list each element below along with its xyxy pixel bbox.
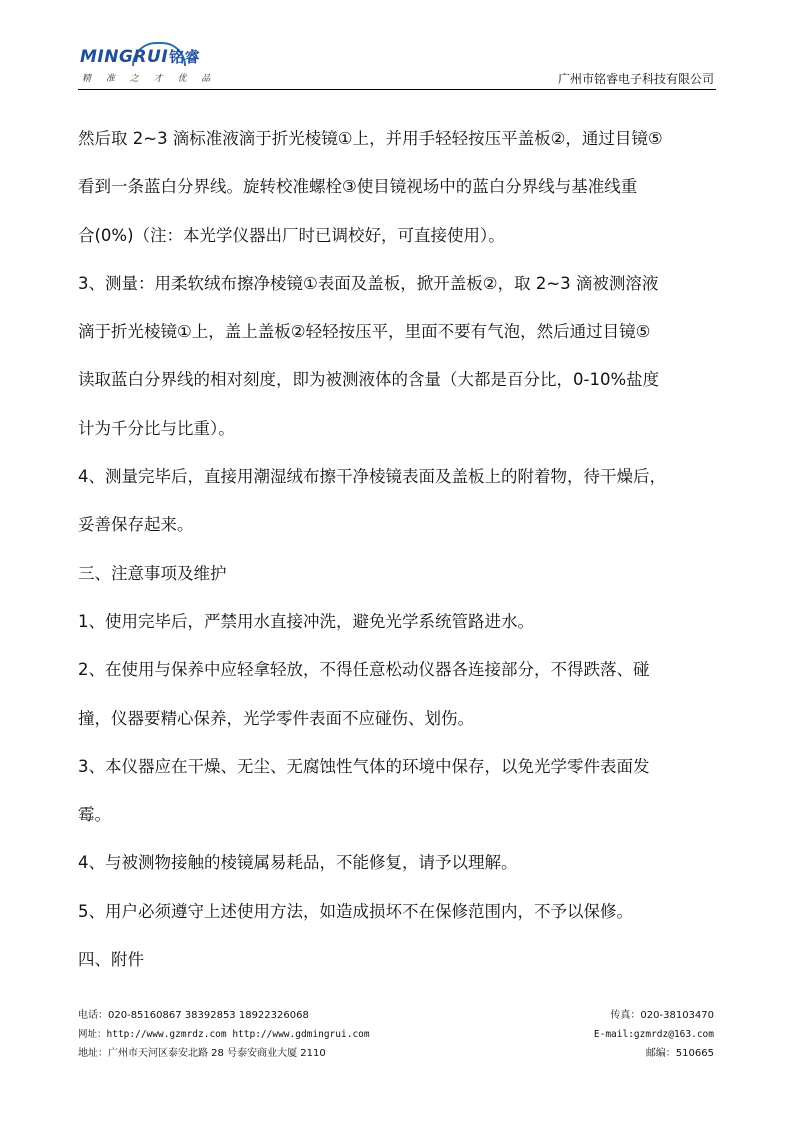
footer-row-address [78, 1044, 714, 1063]
logo-tagline: 精 准 之 才 优 品 [82, 74, 217, 84]
body-line: 妥善保存起来。 [78, 515, 194, 535]
footer-email[interactable]: E-mail:gzmrdz@163.com [593, 1029, 714, 1040]
body-line: 滴于折光棱镜①上，盖上盖板②轻轻按压平，里面不要有气泡，然后通过目镜⑤ [78, 322, 651, 342]
footer-fax: 传真：020-38103470 [610, 1010, 714, 1021]
body-line: 然后取 2~3 滴标准液滴于折光棱镜①上，并用手轻轻按压平盖板②，通过目镜⑤ [78, 129, 663, 148]
body-line: 四、附件 [78, 950, 144, 970]
body-line: 3、测量：用柔软绒布擦净棱镜①表面及盖板，掀开盖板②，取 2~3 滴被测溶液 [78, 273, 659, 293]
logo-wordmark [80, 46, 200, 67]
footer-row-contact [78, 1006, 714, 1025]
footer-phone: 电话：020-85160867 38392853 18922326068 [78, 1010, 309, 1021]
footer-postcode: 邮编：510665 [645, 1048, 714, 1059]
company-logo [80, 40, 217, 88]
body-line: 撞，仪器要精心保养，光学零件表面不应碰伤、划伤。 [78, 708, 474, 728]
header-divider [78, 89, 716, 90]
body-line: 合(0%)（注：本光学仪器出厂时已调校好，可直接使用）。 [78, 225, 505, 245]
logo-latin: MINGRUI [80, 47, 169, 67]
body-line: 读取蓝白分界线的相对刻度，即为被测液体的含量（大都是百分比，0-10%盐度 [78, 370, 660, 390]
body-line: 4、与被测物接触的棱镜属易耗品，不能修复，请予以理解。 [78, 853, 518, 873]
body-line: 计为千分比与比重）。 [78, 418, 235, 438]
body-line: 3、本仪器应在干燥、无尘、无腐蚀性气体的环境中保存，以免光学零件表面发 [78, 756, 650, 776]
footer-row-web [78, 1025, 714, 1044]
page-footer [78, 1006, 714, 1063]
body-line: 2、在使用与保养中应轻拿轻放，不得任意松动仪器各连接部分，不得跌落、碰 [78, 660, 650, 680]
body-line: 三、注意事项及维护 [78, 563, 227, 583]
body-line: 1、使用完毕后，严禁用水直接冲洗，避免光学系统管路进水。 [78, 611, 534, 631]
logo-chinese: 铭睿 [169, 48, 201, 66]
body-line: 5、用户必须遵守上述使用方法，如造成损坏不在保修范围内，不予以保修。 [78, 901, 633, 921]
body-line: 4、测量完毕后，直接用潮湿绒布擦干净棱镜表面及盖板上的附着物，待干燥后， [78, 467, 666, 487]
company-name: 广州市铭睿电子科技有限公司 [557, 72, 714, 86]
body-line: 霉。 [78, 805, 111, 825]
document-body [78, 115, 718, 984]
body-line: 看到一条蓝白分界线。旋转校准螺栓③使目镜视场中的蓝白分界线与基准线重 [78, 177, 638, 197]
footer-address: 地址：广州市天河区泰安北路 28 号泰安商业大厦 2110 [78, 1048, 326, 1059]
footer-website[interactable]: 网址：http://www.gzmrdz.com http://www.gdmingrui.com [78, 1029, 370, 1040]
